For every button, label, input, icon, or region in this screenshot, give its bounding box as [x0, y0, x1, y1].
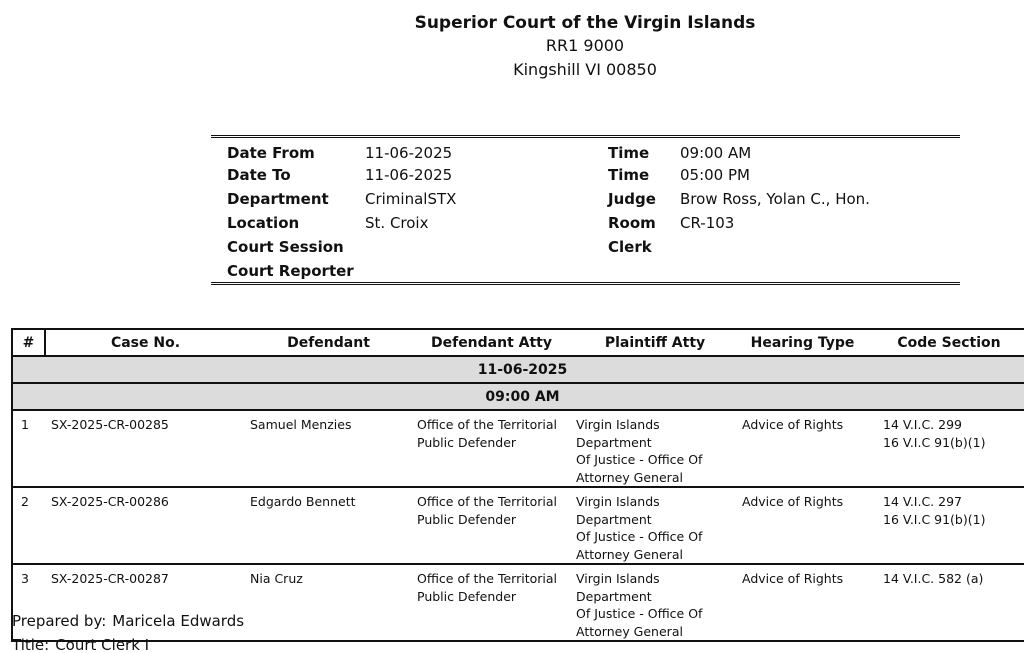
plaintiff-atty-line: Attorney General — [576, 546, 683, 562]
date-to-value: 11-06-2025 — [365, 166, 453, 184]
plaintiff-atty-line: Of Justice - Office Of — [576, 452, 703, 467]
table-header-row — [12, 329, 1024, 356]
defendant-atty-line: Office of the Territorial — [417, 494, 557, 509]
defendant-atty — [412, 410, 571, 487]
department-value: CriminalSTX — [365, 190, 457, 208]
col-header-defendant-atty: Defendant Atty — [412, 329, 571, 356]
judge-value: Brow Ross, Yolan C., Hon. — [680, 190, 870, 208]
location-label: Location — [227, 214, 300, 232]
plaintiff-atty-line: Virgin Islands Department — [576, 417, 660, 450]
plaintiff-atty-line: Attorney General — [576, 469, 683, 485]
date-from-label: Date From — [227, 144, 315, 162]
clerk-label: Clerk — [608, 238, 652, 256]
defendant-name: Edgardo Bennett — [245, 487, 412, 564]
time-group-label: 09:00 AM — [12, 383, 1024, 410]
date-to-label: Date To — [227, 166, 291, 184]
date-group-row — [12, 356, 1024, 383]
case-number: SX-2025-CR-00286 — [45, 487, 245, 564]
table-row — [12, 487, 1024, 564]
col-header-defendant: Defendant — [245, 329, 412, 356]
plaintiff-atty-line: Of Justice - Office Of — [576, 529, 703, 544]
hearing-type: Advice of Rights — [739, 410, 866, 487]
calendar-info-block — [211, 135, 960, 285]
plaintiff-atty-line: Virgin Islands Department — [576, 571, 660, 604]
prepared-by-line — [12, 609, 244, 633]
plaintiff-atty — [571, 487, 739, 564]
col-header-code-section: Code Section — [866, 329, 1024, 356]
plaintiff-atty-line: Attorney General — [576, 623, 683, 639]
case-number: SX-2025-CR-00285 — [45, 410, 245, 487]
row-number: 3 — [21, 571, 29, 586]
time-to-label: Time — [608, 166, 650, 184]
time-group-row — [12, 383, 1024, 410]
row-number: 1 — [12, 410, 45, 487]
date-from-value: 11-06-2025 — [365, 144, 453, 162]
time-from-label: Time — [608, 144, 650, 162]
code-section-line: 14 V.I.C. 297 — [883, 494, 962, 509]
defendant-atty — [412, 487, 571, 564]
court-header — [0, 12, 1024, 82]
col-header-hearing-type: Hearing Type — [739, 329, 866, 356]
room-label: Room — [608, 214, 656, 232]
room-value: CR-103 — [680, 214, 735, 232]
court-session-label: Court Session — [227, 238, 344, 256]
location-value: St. Croix — [365, 214, 429, 232]
defendant-atty-line: Public Defender — [417, 434, 517, 450]
title-line — [12, 633, 244, 653]
plaintiff-atty-line: Of Justice - Office Of — [576, 606, 703, 621]
department-label: Department — [227, 190, 329, 208]
prepared-by-label: Prepared by: — [12, 612, 107, 630]
plaintiff-atty — [571, 564, 739, 641]
hearing-schedule-table — [11, 328, 1024, 642]
defendant-atty — [412, 564, 571, 641]
code-section — [866, 564, 1024, 641]
title-label: Title: — [12, 636, 50, 653]
code-section — [866, 410, 1024, 487]
table-row — [12, 410, 1024, 487]
date-group-label: 11-06-2025 — [12, 356, 1024, 383]
defendant-atty-line: Office of the Territorial — [417, 571, 557, 586]
col-header-case-no: Case No. — [45, 329, 245, 356]
case-number: SX-2025-CR-00287 — [51, 571, 169, 586]
plaintiff-atty — [571, 410, 739, 487]
defendant-name: Samuel Menzies — [245, 410, 412, 487]
court-address-line2: Kingshill VI 00850 — [513, 60, 657, 79]
code-section-line: 16 V.I.C 91(b)(1) — [883, 434, 986, 450]
plaintiff-atty-line: Virgin Islands Department — [576, 494, 660, 527]
defendant-atty-line: Public Defender — [417, 588, 517, 604]
time-from-value: 09:00 AM — [680, 144, 752, 162]
hearing-type: Advice of Rights — [742, 571, 844, 586]
court-name: Superior Court of the Virgin Islands — [414, 13, 756, 33]
col-header-plaintiff-atty: Plaintiff Atty — [571, 329, 739, 356]
code-section — [866, 487, 1024, 564]
time-to-value: 05:00 PM — [680, 166, 750, 184]
judge-label: Judge — [608, 190, 656, 208]
defendant-atty-line: Office of the Territorial — [417, 417, 557, 432]
col-header-num: # — [12, 329, 45, 356]
defendant-name: Nia Cruz — [250, 571, 303, 586]
hearing-type: Advice of Rights — [739, 487, 866, 564]
code-section-line: 14 V.I.C. 582 (a) — [883, 571, 984, 586]
defendant-atty-line: Public Defender — [417, 511, 517, 527]
court-address-line1: RR1 9000 — [545, 36, 625, 55]
code-section-line: 14 V.I.C. 299 — [883, 417, 962, 432]
court-reporter-label: Court Reporter — [227, 262, 354, 280]
row-number: 2 — [12, 487, 45, 564]
title-value: Court Clerk I — [55, 636, 150, 653]
code-section-line: 16 V.I.C 91(b)(1) — [883, 511, 986, 527]
prepared-footer — [12, 609, 244, 653]
prepared-by-value: Maricela Edwards — [112, 612, 245, 630]
